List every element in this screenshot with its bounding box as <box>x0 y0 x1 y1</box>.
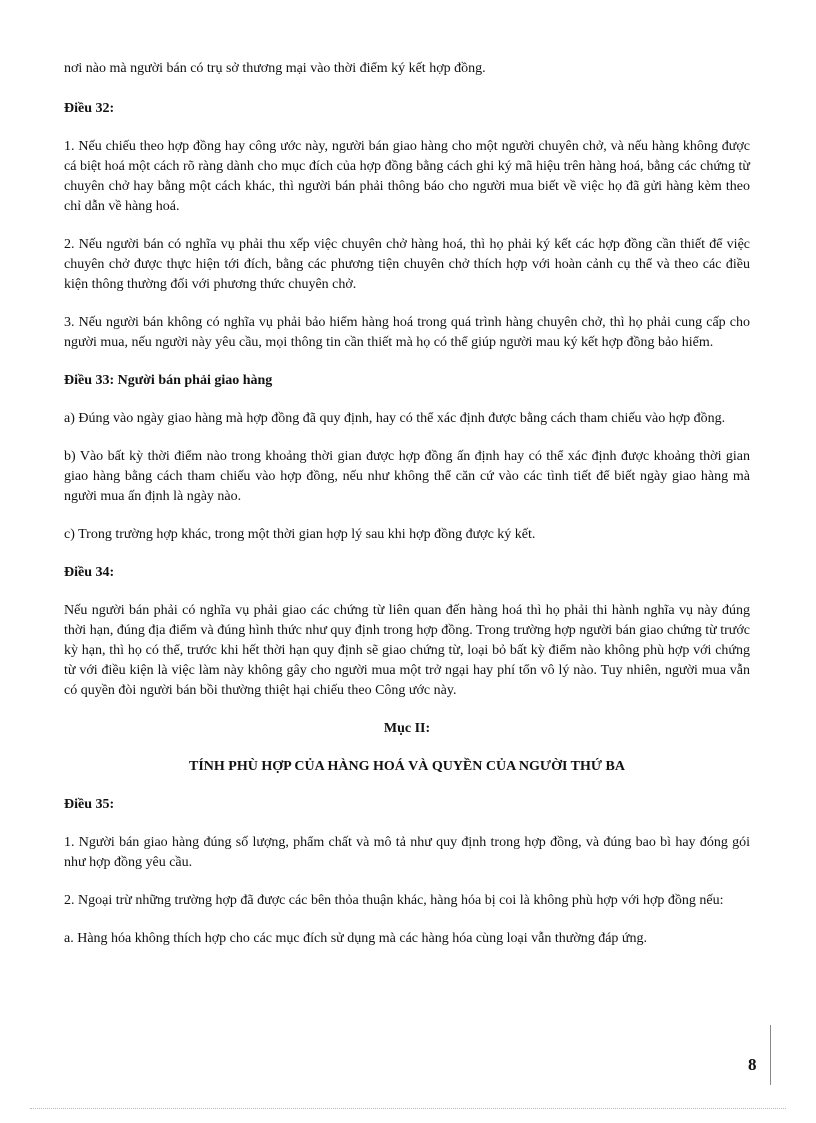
intro-line: nơi nào mà người bán có trụ sở thương mại vào thời điểm ký kết hợp đồng. <box>64 61 486 76</box>
page-number: 8 <box>748 1055 757 1074</box>
article-32-paragraph-3: 3. Nếu người bán không có nghĩa vụ phải bảo hiểm hàng hoá trong quá trình hàng chuyên chở, thì họ phải cung cấp cho người mua, nếu người này yêu cầu, mọi thông tin cần thiết mà họ có thể giúp người mau ký kết hợp đồng bảo hiểm. <box>64 315 750 350</box>
section-title: TÍNH PHÙ HỢP CỦA HÀNG HOÁ VÀ QUYỀN CỦA NGƯỜI THỨ BA <box>189 759 625 774</box>
article-34-heading: Điều 34: <box>64 565 115 580</box>
article-35-heading: Điều 35: <box>64 797 115 812</box>
article-32-paragraph-1: 1. Nếu chiếu theo hợp đồng hay công ước này, người bán giao hàng cho một người chuyên chở, và nếu hàng không được cá biệt hoá một cách rõ ràng dành cho mục đích của hợp đồng bằng cách ghi ký mã hiệu trên hàng hoá, bằng các chứng từ chuyên chở hay bằng một cách khác, thì người bán phải thông báo cho người mua biết về việc họ đã gửi hàng kèm theo chỉ dẫn về hàng hoá. <box>64 139 750 214</box>
page-number-divider <box>770 1025 771 1085</box>
article-35-paragraph-1: 1. Người bán giao hàng đúng số lượng, phẩm chất và mô tả như quy định trong hợp đồng, và đúng bao bì hay đóng gói như hợp đồng yêu cầu. <box>64 835 750 870</box>
article-33-paragraph-c: c) Trong trường hợp khác, trong một thời gian hợp lý sau khi hợp đồng được ký kết. <box>64 527 536 542</box>
section-label: Mục II: <box>383 721 431 736</box>
article-35-paragraph-a: a. Hàng hóa không thích hợp cho các mục đích sử dụng mà các hàng hóa cùng loại vẫn thường đáp ứng. <box>64 931 648 946</box>
article-33-heading: Điều 33: Người bán phải giao hàng <box>64 373 273 388</box>
article-32-heading: Điều 32: <box>64 101 115 116</box>
article-33-paragraph-b: b) Vào bất kỳ thời điểm nào trong khoảng thời gian được hợp đồng ấn định hay có thể xác định được khoảng thời gian giao hàng bằng cách tham chiếu vào hợp đồng, nếu như không thể căn cứ vào các tình tiết để biết ngày giao hàng mà người mua ấn định là ngày nào. <box>64 449 750 504</box>
document-body <box>64 59 750 967</box>
page-bottom-border <box>30 1108 786 1109</box>
article-35-paragraph-2: 2. Ngoại trừ những trường hợp đã được các bên thỏa thuận khác, hàng hóa bị coi là không phù hợp với hợp đồng nếu: <box>64 893 724 908</box>
article-34-paragraph-1: Nếu người bán phải có nghĩa vụ phải giao các chứng từ liên quan đến hàng hoá thì họ phải thi hành nghĩa vụ này đúng thời hạn, đúng địa điểm và đúng hình thức như quy định trong hợp đồng. Trong trường hợp người bán giao chứng từ trước kỳ hạn, thì họ có thể, trước khi hết thời hạn quy định sẽ giao chứng từ, loại bỏ bất kỳ điểm nào không phù hợp với chứng từ với điều kiện là việc làm này không gây cho người mua một trở ngại hay phí tổn vô lý nào. Tuy nhiên, người mua vẫn có quyền đòi người bán bồi thường thiệt hại chiếu theo Công ước này. <box>64 603 750 698</box>
article-32-paragraph-2: 2. Nếu người bán có nghĩa vụ phải thu xếp việc chuyên chở hàng hoá, thì họ phải ký kết các hợp đồng cần thiết để việc chuyên chở được thực hiện tới đích, bằng các phương tiện chuyên chở thích hợp với hoàn cảnh cụ thể và theo các điều kiện thông thường đối với phương thức chuyên chở. <box>64 237 750 292</box>
article-33-paragraph-a: a) Đúng vào ngày giao hàng mà hợp đồng đã quy định, hay có thể xác định được bằng cách tham chiếu vào hợp đồng. <box>64 411 726 426</box>
